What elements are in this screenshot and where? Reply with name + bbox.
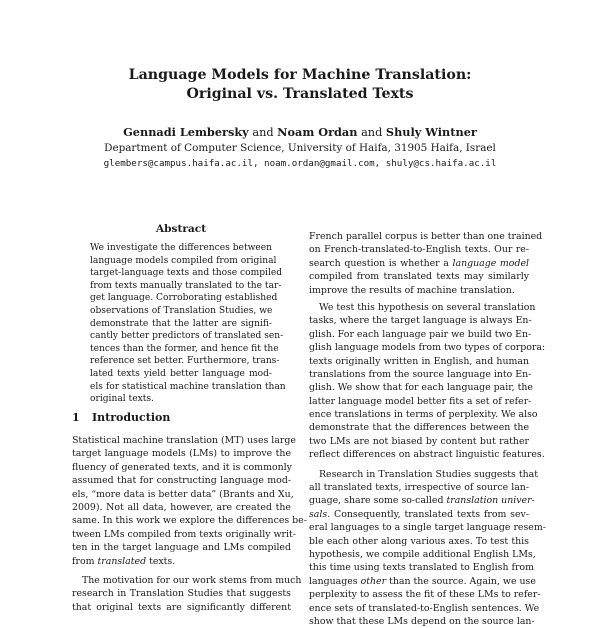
text-line: tasks, where the target language is always En- [309, 315, 532, 327]
text-line: perplexity to assess the fit of these LMs to refer- [309, 589, 541, 601]
abstract-line: We investigate the differences between [90, 243, 272, 253]
text-line: French parallel corpus is better than one trained [309, 231, 543, 242]
abstract-line: lated texts yield better language mod- [90, 368, 272, 379]
section-heading-introduction [72, 411, 170, 425]
text-line: hypothesis, we compile additional English LMs, [309, 548, 536, 560]
paper-title-line2: Original vs. Translated Texts [186, 86, 414, 102]
abstract-line: observations of Translation Studies, we [90, 305, 273, 316]
text-line: 2009). Not all data, however, are created the [72, 501, 291, 513]
italic-term: sals. [309, 508, 331, 520]
right-column-body [309, 230, 546, 628]
text-line: same. In this work we explore the differences be- [72, 515, 307, 527]
text-fragment: guage, share some so-called [309, 495, 444, 507]
text-line: fluency of generated texts, and it is commonly [72, 461, 292, 473]
abstract-line: reference set better. Furthermore, trans- [90, 356, 280, 367]
text-line: ence sets of translated-to-English sentences. We [309, 602, 540, 614]
text-line: on French-translated-to-English texts. Our re- [309, 244, 529, 256]
right-paragraph-2 [309, 301, 546, 462]
author-list [0, 124, 600, 141]
author-2: Noam Ordan [277, 125, 358, 139]
text-line [309, 494, 535, 507]
abstract-line: tences than the former, and hence fit the [90, 343, 279, 354]
text-line: The motivation for our work stems from much [82, 574, 302, 586]
abstract-line: from texts manually translated to the tar- [90, 280, 282, 291]
author-3: Shuly Wintner [385, 125, 477, 139]
text-fragment: from [72, 555, 95, 567]
abstract-line: target-language texts and those compiled [90, 268, 283, 279]
section-title: Introduction [92, 411, 171, 424]
text-line: Statistical machine translation (MT) uses large [72, 435, 296, 446]
text-line [309, 575, 536, 588]
text-line: Research in Translation Studies suggests that [319, 468, 539, 480]
abstract-line: language models compiled from original [90, 255, 277, 266]
text-line: this time using texts translated to English from [309, 562, 534, 574]
text-line: target language models (LMs) to improve the [72, 448, 291, 460]
italic-term: other [360, 575, 387, 587]
text-line: research in Translation Studies that suggests [72, 588, 291, 600]
author-conjunction: and [361, 126, 383, 139]
text-line: all translated texts, irrespective of source lan- [309, 482, 529, 494]
text-line: assumed that for constructing language mod- [72, 475, 291, 487]
abstract-body [90, 242, 286, 406]
left-column-body [72, 434, 307, 614]
section-number: 1 [72, 411, 80, 424]
italic-term: language model [452, 257, 529, 269]
text-line [72, 555, 291, 568]
text-line: texts originally written in English, and human [309, 355, 529, 367]
text-line: demonstrate that the differences between the [309, 422, 529, 434]
text-fragment: texts. [149, 555, 176, 567]
text-line: glish. For each language pair we build two En- [309, 328, 532, 340]
text-line: improve the results of machine translation. [309, 284, 515, 296]
text-fragment: search question is whether a [309, 257, 449, 269]
text-line: glish language models from two types of corpora: [309, 342, 546, 354]
text-line: reflect differences on abstract linguistic features. [309, 449, 545, 461]
text-line: tween LMs compiled from texts originally writ- [72, 528, 296, 540]
text-line: eral languages to a single target language resem- [309, 522, 546, 534]
author-1: Gennadi Lembersky [123, 125, 249, 139]
text-line: ence translations in terms of perplexity. We also [309, 409, 538, 421]
abstract-line: cantly better predictors of translated sen- [90, 331, 284, 342]
text-line: compiled from translated texts may similarly [309, 271, 529, 283]
text-line: translations from the source language into En- [309, 368, 532, 380]
intro-paragraph-1 [72, 434, 307, 568]
email-addresses: glembers@campus.haifa.ac.il, noam.ordan@gmail.com, shuly@cs.haifa.ac.il [103, 158, 497, 169]
abstract-line: original texts. [90, 394, 154, 405]
abstract-line: demonstrate that the latter are signifi- [90, 318, 272, 329]
affiliation: Department of Computer Science, University of Haifa, 31905 Haifa, Israel [104, 142, 496, 154]
text-line: glish. We show that for each language pair, the [309, 382, 533, 394]
text-fragment: than the source. Again, we use [389, 575, 536, 587]
text-line: show that these LMs depend on the source lan- [309, 615, 535, 627]
abstract-line: els for statistical machine translation than [90, 381, 286, 392]
text-line: that original texts are significantly different [72, 601, 291, 613]
right-paragraph-1 [309, 230, 543, 297]
text-line: latter language model better fits a set of refer- [309, 395, 532, 407]
text-line: two LMs are not biased by content but rather [309, 435, 529, 447]
abstract-line: get language. Corroborating established [90, 293, 278, 304]
paper-title-line1: Language Models for Machine Translation: [128, 67, 472, 83]
text-line [309, 508, 529, 521]
text-fragment: languages [309, 575, 358, 587]
intro-paragraph-2 [72, 574, 302, 614]
italic-term: translation univer- [446, 495, 535, 507]
abstract-heading: Abstract [155, 223, 207, 235]
text-line: ten in the target language and LMs compiled [72, 542, 291, 554]
text-fragment: Consequently, translated texts from sev- [334, 508, 530, 520]
text-line [309, 257, 529, 270]
text-line: We test this hypothesis on several translation [319, 301, 536, 313]
italic-term: translated [97, 555, 147, 567]
text-line: els, “more data is better data” (Brants and Xu, [72, 488, 294, 500]
text-line: ble each other along various axes. To test this [309, 535, 529, 547]
author-conjunction: and [252, 126, 274, 139]
right-paragraph-3 [309, 468, 546, 628]
